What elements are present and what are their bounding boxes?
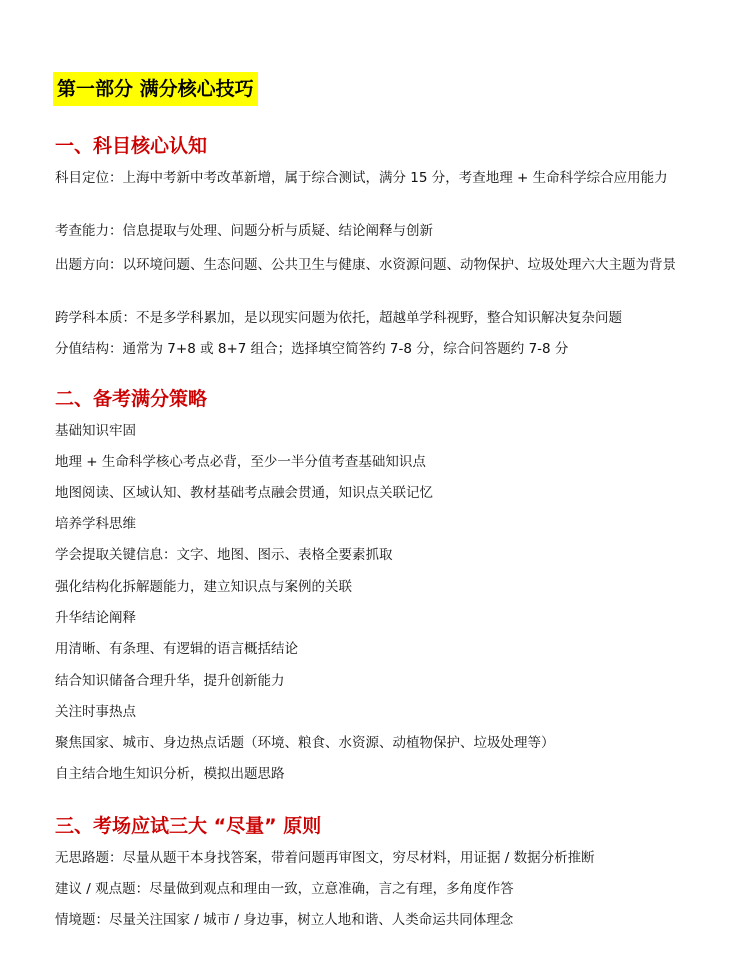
- text-line: 建议 / 观点题：尽量做到观点和理由一致，立意准确，言之有理，多角度作答: [55, 881, 514, 897]
- text-line: 用清晰、有条理、有逻辑的语言概括结论: [55, 641, 298, 657]
- text-line: 地理 + 生命科学核心考点必背，至少一半分值考查基础知识点: [55, 454, 426, 470]
- text-line: 无思路题：尽量从题干本身找答案，带着问题再审图文，穷尽材料，用证据 / 数据分析推断: [55, 850, 595, 866]
- text-line: 培养学科思维: [55, 516, 136, 532]
- text-line: 科目定位：上海中考新中考改革新增，属于综合测试，满分 15 分，考查地理 + 生命科学综合应用能力: [55, 170, 668, 186]
- text-line: 跨学科本质：不是多学科累加，是以现实问题为依托，超越单学科视野，整合知识解决复杂问题: [55, 310, 622, 326]
- part-title: 第一部分 满分核心技巧: [53, 72, 258, 106]
- text-line: 出题方向：以环境问题、生态问题、公共卫生与健康、水资源问题、动物保护、垃圾处理六大主题为背景: [55, 257, 676, 273]
- text-line: 聚焦国家、城市、身边热点话题（环境、粮食、水资源、动植物保护、垃圾处理等）: [55, 735, 555, 751]
- text-line: 地图阅读、区域认知、教材基础考点融会贯通，知识点关联记忆: [55, 485, 433, 501]
- text-line: 结合知识储备合理升华，提升创新能力: [55, 673, 285, 689]
- section-heading-1: 一、科目核心认知: [55, 135, 208, 157]
- text-line: 学会提取关键信息：文字、地图、图示、表格全要素抓取: [55, 547, 393, 563]
- text-line: 强化结构化拆解题能力，建立知识点与案例的关联: [55, 579, 352, 595]
- text-line: 情境题：尽量关注国家 / 城市 / 身边事，树立人地和谐、人类命运共同体理念: [55, 912, 514, 928]
- text-line: 自主结合地生知识分析，模拟出题思路: [55, 766, 285, 782]
- text-line: 分值结构：通常为 7+8 或 8+7 组合；选择填空简答约 7-8 分，综合问答题约 7-8 分: [55, 341, 569, 357]
- section-heading-2: 二、备考满分策略: [55, 388, 208, 410]
- text-line: 考查能力：信息提取与处理、问题分析与质疑、结论阐释与创新: [55, 223, 433, 239]
- section-heading-3: 三、考场应试三大 “尽量” 原则: [55, 815, 322, 837]
- text-line: 关注时事热点: [55, 704, 136, 720]
- text-line: 升华结论阐释: [55, 610, 136, 626]
- text-line: 基础知识牢固: [55, 423, 136, 439]
